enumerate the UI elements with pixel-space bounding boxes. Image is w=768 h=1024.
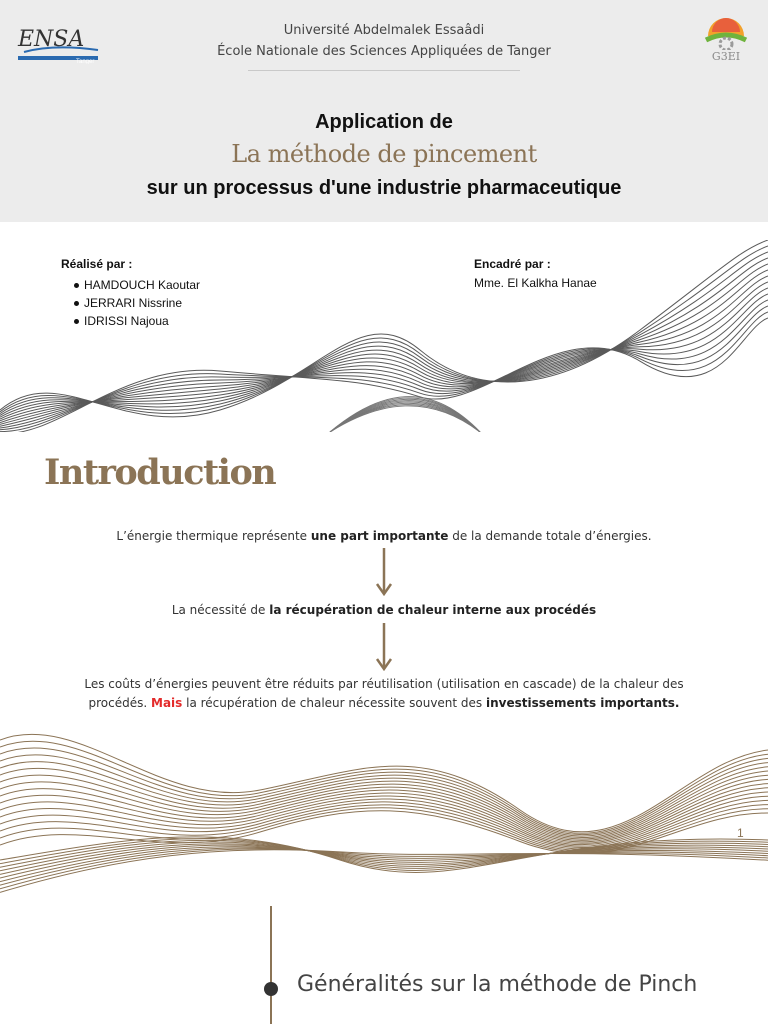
university-header (0, 20, 768, 62)
timeline-line (270, 906, 272, 1024)
title-line-2: La méthode de pincement (231, 140, 537, 168)
university-name: Université Abdelmalek Essaâdi (283, 23, 485, 38)
authors-label: Réalisé par : (61, 257, 133, 271)
author-item: IDRISSI Najoua (61, 312, 200, 330)
supervisor-name: Mme. El Kalkha Hanae (474, 276, 597, 290)
author-item: JERRARI Nissrine (61, 294, 200, 312)
next-section-title: Généralités sur la méthode de Pinch (297, 972, 698, 997)
authors-block (61, 257, 200, 330)
supervisor-block (474, 257, 597, 290)
header-divider (248, 70, 520, 71)
author-item: HAMDOUCH Kaoutar (61, 276, 200, 294)
timeline-dot (264, 982, 278, 996)
school-name: École Nationale des Sciences Appliquées de Tanger (217, 44, 551, 59)
intro-statement-2: La nécessité de la récupération de chaleur interne aux procédés (171, 603, 597, 617)
down-arrow-icon (374, 548, 394, 596)
title-line-1: Application de (315, 111, 453, 133)
down-arrow-icon (374, 623, 394, 671)
decorative-waves-bottom (0, 720, 768, 960)
intro-statement-1: L’énergie thermique représente une part importante de la demande totale d’énergies. (116, 529, 652, 543)
page-number: 1 (737, 826, 744, 840)
wave-line (0, 734, 768, 831)
supervisor-label: Encadré par : (474, 257, 551, 271)
wave-line (0, 762, 768, 838)
intro-statement-3: Les coûts d’énergies peuvent être réduits par réutilisation (utilisation en cascade) de la chaleur des procédés. Mais la récupération de chaleur nécessite souvent des investissements importants. (84, 677, 684, 710)
introduction-title: Introduction (44, 452, 276, 493)
title-line-3: sur un processus d'une industrie pharmaceutique (146, 177, 622, 199)
svg-text:Tanger: Tanger (76, 59, 95, 64)
g3ei-logo: G3EI (704, 10, 748, 66)
svg-text:ENSA: ENSA (18, 27, 85, 52)
header-band (0, 0, 768, 222)
authors-list (61, 276, 200, 330)
